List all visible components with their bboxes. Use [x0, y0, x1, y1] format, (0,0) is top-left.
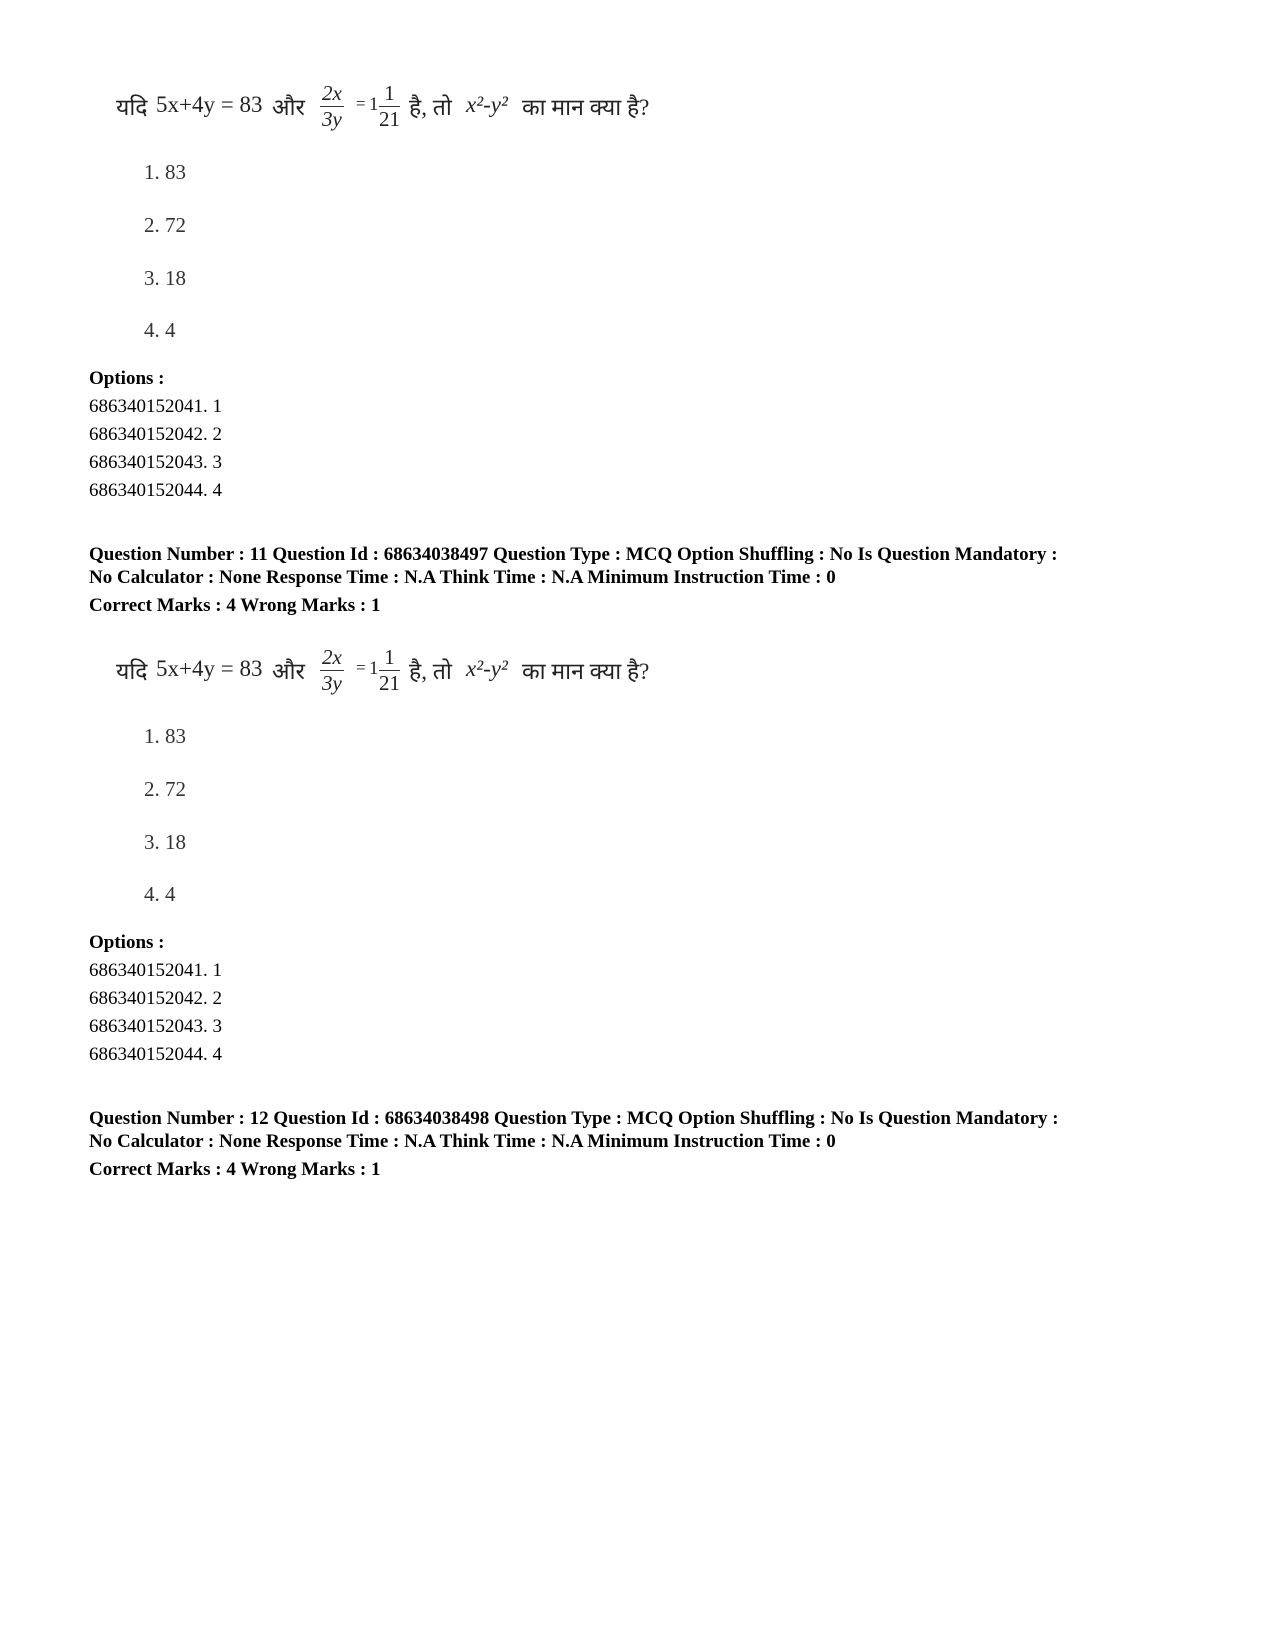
fraction-denominator: 3y	[322, 671, 342, 696]
mixed-fraction	[379, 646, 400, 694]
question-marks: Correct Marks : 4 Wrong Marks : 1	[89, 595, 381, 616]
question-image	[116, 646, 716, 706]
fraction-numerator: 2x	[322, 81, 342, 105]
choice-item: 2. 72	[144, 777, 186, 801]
whole-number: 1	[369, 658, 379, 679]
question-meta-line1: Question Number : 11 Question Id : 68634038497 Question Type : MCQ Option Shuffling : No Is Question Mandatory :	[89, 544, 1058, 565]
mixed-numerator: 1	[384, 645, 395, 669]
question-mid: है, तो	[409, 659, 452, 684]
question-expression: x²-y²	[466, 92, 508, 117]
question-mid: है, तो	[409, 95, 452, 120]
option-row: 686340152044. 4	[89, 480, 222, 501]
question-meta-line2: No Calculator : None Response Time : N.A Think Time : N.A Minimum Instruction Time : 0	[89, 1131, 836, 1152]
equals-sign: =	[356, 658, 366, 677]
choice-item: 3. 18	[144, 266, 186, 290]
question-marks: Correct Marks : 4 Wrong Marks : 1	[89, 1159, 381, 1180]
fraction-denominator: 3y	[322, 107, 342, 132]
question-expression: x²-y²	[466, 656, 508, 681]
option-row: 686340152044. 4	[89, 1044, 222, 1065]
whole-number: 1	[369, 94, 379, 115]
mixed-denominator: 21	[379, 107, 400, 132]
question-suffix: का मान क्या है?	[522, 95, 650, 120]
equals-sign: =	[356, 94, 366, 113]
question-conjunction: और	[272, 95, 305, 120]
option-row: 686340152042. 2	[89, 424, 222, 445]
choice-item: 3. 18	[144, 830, 186, 854]
option-row: 686340152043. 3	[89, 1016, 222, 1037]
mixed-fraction	[379, 82, 400, 130]
options-label: Options :	[89, 932, 165, 953]
question-image	[116, 82, 716, 142]
question-equation: 5x+4y = 83	[156, 92, 263, 117]
choice-item: 1. 83	[144, 724, 186, 748]
choice-item: 1. 83	[144, 160, 186, 184]
mixed-numerator: 1	[384, 81, 395, 105]
option-row: 686340152043. 3	[89, 452, 222, 473]
fraction-numerator: 2x	[322, 645, 342, 669]
question-meta-line2: No Calculator : None Response Time : N.A Think Time : N.A Minimum Instruction Time : 0	[89, 567, 836, 588]
mixed-denominator: 21	[379, 671, 400, 696]
option-row: 686340152041. 1	[89, 396, 222, 417]
fraction	[320, 646, 344, 694]
question-prefix: यदि	[116, 659, 148, 684]
question-meta-line1: Question Number : 12 Question Id : 68634038498 Question Type : MCQ Option Shuffling : No Is Question Mandatory :	[89, 1108, 1059, 1129]
choice-item: 2. 72	[144, 213, 186, 237]
question-equation: 5x+4y = 83	[156, 656, 263, 681]
question-conjunction: और	[272, 659, 305, 684]
options-label: Options :	[89, 368, 165, 389]
choice-item: 4. 4	[144, 882, 176, 906]
question-prefix: यदि	[116, 95, 148, 120]
question-suffix: का मान क्या है?	[522, 659, 650, 684]
choice-item: 4. 4	[144, 318, 176, 342]
option-row: 686340152041. 1	[89, 960, 222, 981]
fraction	[320, 82, 344, 130]
option-row: 686340152042. 2	[89, 988, 222, 1009]
